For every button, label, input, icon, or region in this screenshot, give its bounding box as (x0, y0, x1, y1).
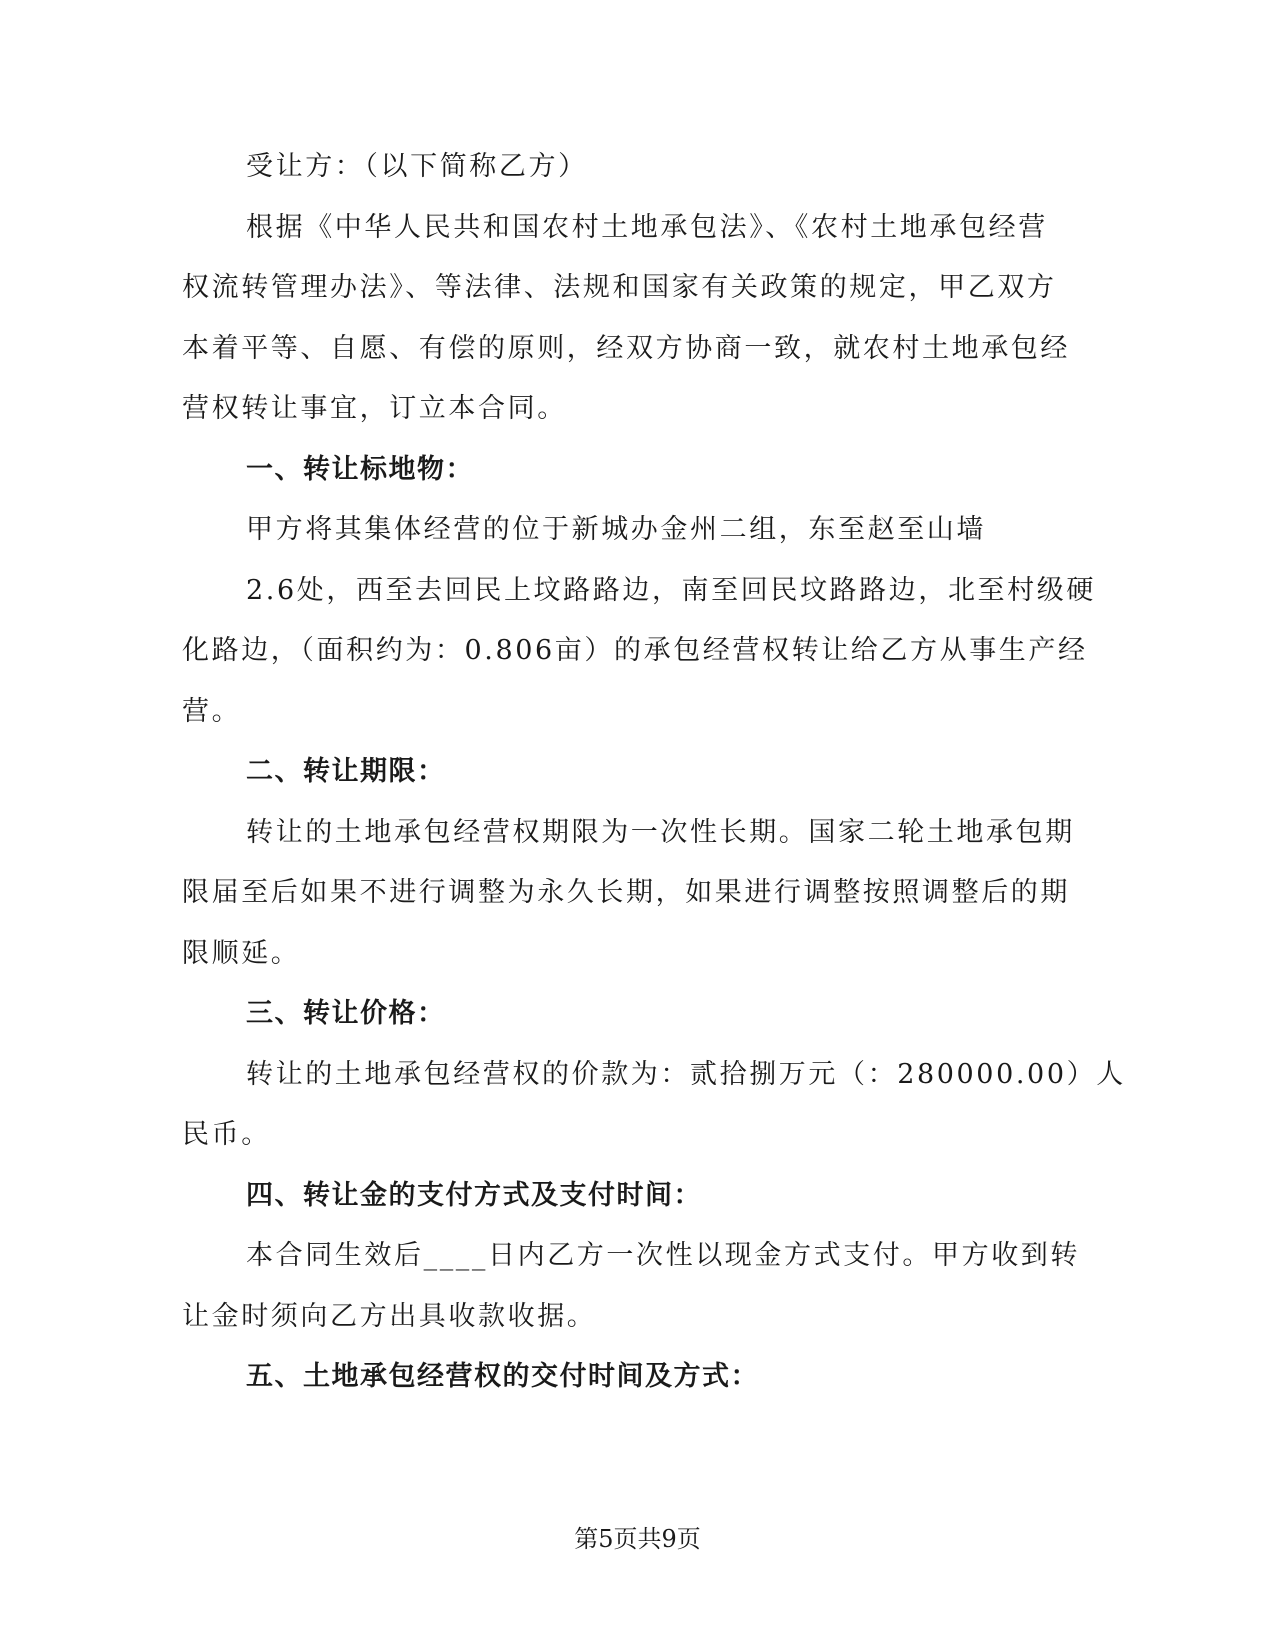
party-b-line: 受让方：（以下简称乙方） (246, 151, 588, 182)
preamble-line-3: 本着平等、自愿、有偿的原则，经双方协商一致，就农村土地承包经 (182, 333, 1070, 364)
section-2-line-3: 限顺延。 (182, 938, 301, 969)
section-2-line-1: 转让的土地承包经营权期限为一次性长期。国家二轮土地承包期 (246, 817, 1075, 848)
section-1-line-1: 甲方将其集体经营的位于新城办金州二组，东至赵至山墙 (246, 514, 986, 545)
section-3-line-2: 民币。 (182, 1119, 271, 1150)
section-3-line-1: 转让的土地承包经营权的价款为：贰拾捌万元（：280000.00）人 (246, 1059, 1126, 1090)
preamble-line-1: 根据《中华人民共和国农村土地承包法》、《农村土地承包经营 (246, 212, 1048, 243)
section-heading-3: 三、转让价格： (246, 998, 446, 1029)
page-number-footer: 第5页共9页 (574, 1525, 701, 1553)
section-1-line-4: 营。 (182, 696, 242, 727)
section-heading-4: 四、转让金的支付方式及支付时间： (246, 1180, 702, 1211)
section-1-line-2: 2.6处，西至去回民上坟路路边，南至回民坟路路边，北至村级硬 (246, 575, 1096, 606)
preamble-line-2: 权流转管理办法》、等法律、法规和国家有关政策的规定，甲乙双方 (182, 272, 1057, 303)
section-heading-2: 二、转让期限： (246, 756, 446, 787)
section-heading-1: 一、转让标地物： (246, 454, 474, 485)
section-4-line-1: 本合同生效后____日内乙方一次性以现金方式支付。甲方收到转 (246, 1240, 1080, 1271)
section-2-line-2: 限届至后如果不进行调整为永久长期，如果进行调整按照调整后的期 (182, 877, 1070, 908)
section-heading-5: 五、土地承包经营权的交付时间及方式： (246, 1361, 759, 1392)
section-4-line-2: 让金时须向乙方出具收款收据。 (182, 1301, 597, 1332)
preamble-line-4: 营权转让事宜，订立本合同。 (182, 393, 567, 424)
section-1-line-3: 化路边，（面积约为：0.806亩）的承包经营权转让给乙方从事生产经 (182, 635, 1088, 666)
